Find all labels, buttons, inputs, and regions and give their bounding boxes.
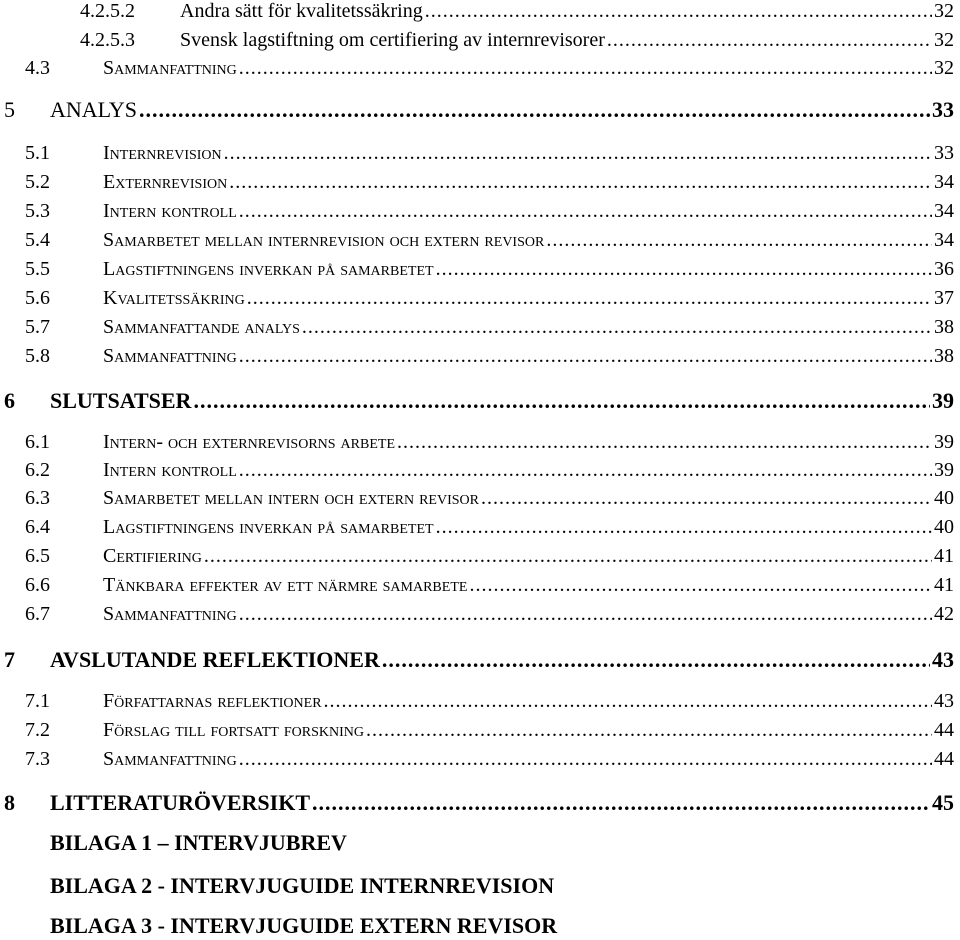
entry-label: Sammanfattning <box>103 603 237 625</box>
entry-page: 33 <box>934 142 954 164</box>
entry-page: 40 <box>934 516 954 538</box>
chapter-number: 6 <box>4 388 15 413</box>
entry-page: 32 <box>934 57 954 79</box>
dot-leader <box>247 287 932 310</box>
entry-label: Sammanfattning <box>103 345 237 367</box>
entry-number: 5.8 <box>25 345 50 367</box>
entry-page: 32 <box>934 29 954 51</box>
entry-label: Intern- och externrevisorns arbete <box>103 431 395 453</box>
dot-leader <box>436 516 932 539</box>
entry-label: Sammanfattning <box>103 748 237 770</box>
dot-leader <box>229 171 932 194</box>
entry-label: Författarnas reflektioner <box>103 690 322 712</box>
dot-leader <box>302 316 932 339</box>
entry-label: Certifiering <box>103 545 202 567</box>
chapter-page: 33 <box>932 97 954 122</box>
dot-leader <box>366 719 932 742</box>
dot-leader <box>239 748 932 771</box>
entry-label: Tänkbara effekter av ett närmre samarbete <box>103 574 468 596</box>
dot-leader <box>324 690 932 713</box>
entry-page: 41 <box>934 574 954 596</box>
dot-leader <box>397 431 932 454</box>
chapter-page: 43 <box>932 647 954 672</box>
dot-leader <box>239 200 932 223</box>
entry-label: Samarbetet mellan internrevision och extern revisor <box>103 229 545 251</box>
chapter-number: 7 <box>4 647 15 672</box>
entry-number: 5.4 <box>25 229 50 251</box>
entry-number: 6.6 <box>25 574 50 596</box>
entry-page: 40 <box>934 487 954 509</box>
entry-page: 39 <box>934 431 954 453</box>
entry-number: 4.3 <box>25 57 50 79</box>
dot-leader <box>239 57 932 80</box>
entry-number: 5.7 <box>25 316 50 338</box>
dot-leader <box>382 647 930 673</box>
entry-label: Samarbetet mellan intern och extern revisor <box>103 487 479 509</box>
entry-label: Sammanfattning <box>103 57 237 79</box>
entry-label: Kvalitetssäkring <box>103 287 245 309</box>
chapter-label: SLUTSATSER <box>50 388 192 413</box>
entry-page: 41 <box>934 545 954 567</box>
entry-number: 7.3 <box>25 748 50 770</box>
entry-page: 34 <box>934 200 954 222</box>
appendix-label: BILAGA 3 - INTERVJUGUIDE EXTERN REVISOR <box>50 913 558 938</box>
entry-page: 44 <box>934 719 954 741</box>
dot-leader <box>425 0 932 23</box>
entry-page: 37 <box>934 287 954 309</box>
entry-label: Sammanfattande analys <box>103 316 300 338</box>
entry-number: 6.7 <box>25 603 50 625</box>
dot-leader <box>239 603 932 626</box>
entry-number: 6.4 <box>25 516 50 538</box>
chapter-label: AVSLUTANDE REFLEKTIONER <box>50 647 380 672</box>
dot-leader <box>139 97 930 123</box>
dot-leader <box>204 545 932 568</box>
entry-label: Lagstiftningens inverkan på samarbetet <box>103 258 434 280</box>
entry-label: Svensk lagstiftning om certifiering av internrevisorer <box>180 29 605 51</box>
entry-label: Intern kontroll <box>103 459 237 481</box>
dot-leader <box>546 229 932 252</box>
entry-label: Förslag till fortsatt forskning <box>103 719 364 741</box>
entry-label: Externrevision <box>103 171 228 193</box>
dot-leader <box>312 790 930 816</box>
chapter-number: 5 <box>4 97 15 122</box>
entry-page: 39 <box>934 459 954 481</box>
entry-page: 34 <box>934 229 954 251</box>
dot-leader <box>481 487 932 510</box>
entry-number: 6.5 <box>25 545 50 567</box>
appendix-label: BILAGA 2 - INTERVJUGUIDE INTERNREVISION <box>50 873 555 898</box>
entry-page: 44 <box>934 748 954 770</box>
chapter-page: 39 <box>932 388 954 413</box>
entry-number: 5.6 <box>25 287 50 309</box>
entry-number: 4.2.5.3 <box>80 29 135 51</box>
entry-label: Internrevision <box>103 142 222 164</box>
chapter-label: LITTERATURÖVERSIKT <box>50 790 310 815</box>
dot-leader <box>193 388 930 414</box>
dot-leader <box>239 345 932 368</box>
entry-number: 4.2.5.2 <box>80 0 135 22</box>
chapter-page: 45 <box>932 790 954 815</box>
chapter-number: 8 <box>4 790 15 815</box>
entry-number: 6.1 <box>25 431 50 453</box>
entry-page: 42 <box>934 603 954 625</box>
entry-number: 5.2 <box>25 171 50 193</box>
chapter-label: ANALYS <box>50 97 138 122</box>
entry-page: 43 <box>934 690 954 712</box>
entry-page: 32 <box>934 0 954 22</box>
entry-page: 34 <box>934 171 954 193</box>
entry-number: 7.1 <box>25 690 50 712</box>
dot-leader <box>436 258 932 281</box>
entry-label: Lagstiftningens inverkan på samarbetet <box>103 516 434 538</box>
entry-number: 6.3 <box>25 487 50 509</box>
entry-number: 7.2 <box>25 719 50 741</box>
entry-number: 5.5 <box>25 258 50 280</box>
entry-page: 38 <box>934 345 954 367</box>
dot-leader <box>469 574 932 597</box>
entry-number: 5.1 <box>25 142 50 164</box>
entry-page: 36 <box>934 258 954 280</box>
entry-number: 5.3 <box>25 200 50 222</box>
entry-number: 6.2 <box>25 459 50 481</box>
appendix-label: BILAGA 1 – INTERVJUBREV <box>50 830 347 855</box>
dot-leader <box>607 29 932 52</box>
entry-label: Andra sätt för kvalitetssäkring <box>180 0 423 22</box>
entry-page: 38 <box>934 316 954 338</box>
entry-label: Intern kontroll <box>103 200 237 222</box>
dot-leader <box>224 142 932 165</box>
dot-leader <box>239 459 932 482</box>
